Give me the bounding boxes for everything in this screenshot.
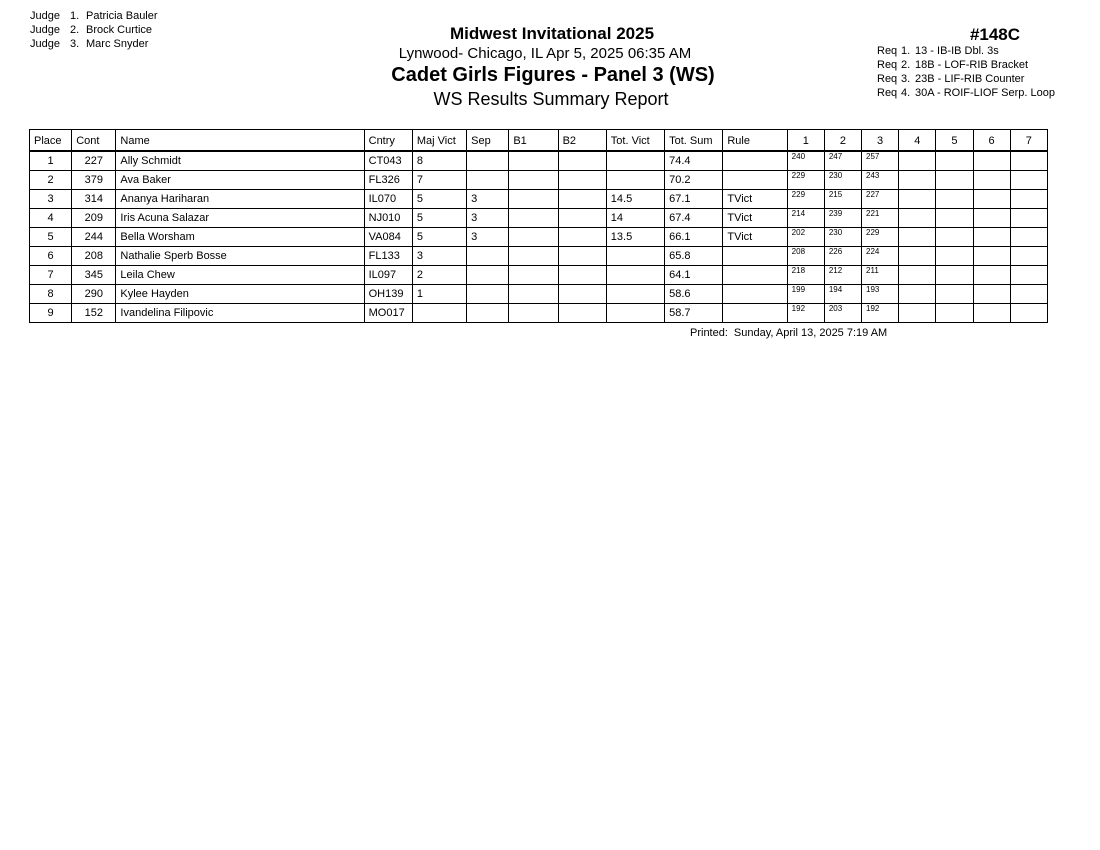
column-header-place: Place bbox=[30, 130, 72, 152]
judge-label: Judge bbox=[30, 10, 60, 22]
cont-cell: 227 bbox=[72, 151, 116, 171]
cntry-cell: VA084 bbox=[364, 228, 412, 247]
judge-5-score bbox=[936, 266, 973, 285]
judge-4-score bbox=[899, 190, 936, 209]
tot-vict-cell: 13.5 bbox=[606, 228, 664, 247]
report-title: WS Results Summary Report bbox=[433, 89, 669, 109]
judge-4-score bbox=[899, 266, 936, 285]
req-number: 4. bbox=[901, 87, 911, 99]
column-header-judge-5: 5 bbox=[936, 130, 973, 152]
rule-cell bbox=[723, 171, 787, 190]
b2-cell bbox=[558, 228, 606, 247]
judge-6-score bbox=[973, 247, 1010, 266]
name-cell: Ava Baker bbox=[116, 171, 364, 190]
judge-3-score: 192 bbox=[862, 304, 899, 323]
sep-cell bbox=[467, 304, 509, 323]
competition-title: Midwest Invitational 2025 bbox=[449, 24, 655, 43]
judge-number: 3. bbox=[70, 38, 80, 50]
requirements-list bbox=[877, 44, 1055, 100]
judge-2-score: 194 bbox=[824, 285, 861, 304]
sep-cell bbox=[467, 171, 509, 190]
table-row bbox=[30, 151, 1048, 171]
column-header-maj-vict: Maj Vict bbox=[412, 130, 466, 152]
judge-1-score: 214 bbox=[787, 209, 824, 228]
column-header-judge-4: 4 bbox=[899, 130, 936, 152]
judge-7-score bbox=[1010, 209, 1047, 228]
tot-sum-cell: 66.1 bbox=[665, 228, 723, 247]
judge-6-score bbox=[973, 266, 1010, 285]
b1-cell bbox=[509, 190, 558, 209]
judge-1-score: 229 bbox=[787, 190, 824, 209]
b1-cell bbox=[509, 285, 558, 304]
judge-6-score bbox=[973, 151, 1010, 171]
judge-5-score bbox=[936, 190, 973, 209]
judge-1-score: 202 bbox=[787, 228, 824, 247]
sep-cell bbox=[467, 247, 509, 266]
judge-5-score bbox=[936, 209, 973, 228]
rule-cell bbox=[723, 247, 787, 266]
b1-cell bbox=[509, 304, 558, 323]
judge-6-score bbox=[973, 228, 1010, 247]
judge-2-score: 247 bbox=[824, 151, 861, 171]
printed-footer bbox=[690, 327, 887, 339]
judge-6-score bbox=[973, 171, 1010, 190]
req-text: 18B - LOF-RIB Bracket bbox=[915, 59, 1029, 71]
req-label: Req bbox=[877, 45, 898, 57]
judge-name: Brock Curtice bbox=[86, 24, 153, 36]
judge-5-score bbox=[936, 171, 973, 190]
req-text: 13 - IB-IB Dbl. 3s bbox=[915, 45, 999, 57]
maj-vict-cell: 5 bbox=[412, 209, 466, 228]
judge-5-score bbox=[936, 304, 973, 323]
place-cell: 1 bbox=[30, 151, 72, 171]
maj-vict-cell: 8 bbox=[412, 151, 466, 171]
name-cell: Ananya Hariharan bbox=[116, 190, 364, 209]
name-cell: Bella Worsham bbox=[116, 228, 364, 247]
sep-cell bbox=[467, 151, 509, 171]
name-cell: Leila Chew bbox=[116, 266, 364, 285]
b1-cell bbox=[509, 209, 558, 228]
b1-cell bbox=[509, 247, 558, 266]
judge-number: 1. bbox=[70, 10, 80, 22]
event-number: #148C bbox=[969, 25, 1021, 44]
judge-5-score bbox=[936, 228, 973, 247]
requirement-row bbox=[877, 72, 1055, 86]
judge-2-score: 230 bbox=[824, 228, 861, 247]
cntry-cell: OH139 bbox=[364, 285, 412, 304]
cntry-cell: FL133 bbox=[364, 247, 412, 266]
tot-sum-cell: 70.2 bbox=[665, 171, 723, 190]
judge-7-score bbox=[1010, 247, 1047, 266]
column-header-judge-3: 3 bbox=[862, 130, 899, 152]
tot-vict-cell bbox=[606, 171, 664, 190]
judge-3-score: 221 bbox=[862, 209, 899, 228]
column-header-judge-1: 1 bbox=[787, 130, 824, 152]
judge-7-score bbox=[1010, 190, 1047, 209]
req-label: Req bbox=[877, 87, 898, 99]
req-text: 30A - ROIF-LIOF Serp. Loop bbox=[915, 87, 1056, 99]
req-number: 1. bbox=[901, 45, 911, 57]
printed-label: Printed: bbox=[690, 327, 728, 339]
judge-name: Patricia Bauler bbox=[86, 10, 158, 22]
judge-1-score: 199 bbox=[787, 285, 824, 304]
cntry-cell: FL326 bbox=[364, 171, 412, 190]
place-cell: 4 bbox=[30, 209, 72, 228]
column-header-b1: B1 bbox=[509, 130, 558, 152]
judge-4-score bbox=[899, 171, 936, 190]
cntry-cell: NJ010 bbox=[364, 209, 412, 228]
column-header-sep: Sep bbox=[467, 130, 509, 152]
tot-vict-cell bbox=[606, 285, 664, 304]
judge-2-score: 230 bbox=[824, 171, 861, 190]
b2-cell bbox=[558, 171, 606, 190]
table-row bbox=[30, 266, 1048, 285]
column-header-cntry: Cntry bbox=[364, 130, 412, 152]
tot-sum-cell: 58.7 bbox=[665, 304, 723, 323]
judge-row bbox=[30, 9, 158, 23]
b2-cell bbox=[558, 304, 606, 323]
column-header-judge-7: 7 bbox=[1010, 130, 1047, 152]
judge-2-score: 239 bbox=[824, 209, 861, 228]
judge-2-score: 215 bbox=[824, 190, 861, 209]
judge-4-score bbox=[899, 304, 936, 323]
sep-cell: 3 bbox=[467, 228, 509, 247]
maj-vict-cell: 7 bbox=[412, 171, 466, 190]
cont-cell: 152 bbox=[72, 304, 116, 323]
column-header-name: Name bbox=[116, 130, 364, 152]
cont-cell: 345 bbox=[72, 266, 116, 285]
results-body bbox=[30, 151, 1048, 323]
results-table bbox=[29, 129, 1048, 323]
judge-label: Judge bbox=[30, 24, 60, 36]
tot-sum-cell: 67.1 bbox=[665, 190, 723, 209]
judge-6-score bbox=[973, 304, 1010, 323]
place-cell: 8 bbox=[30, 285, 72, 304]
judge-label: Judge bbox=[30, 38, 60, 50]
cont-cell: 208 bbox=[72, 247, 116, 266]
place-cell: 2 bbox=[30, 171, 72, 190]
judge-3-score: 257 bbox=[862, 151, 899, 171]
maj-vict-cell bbox=[412, 304, 466, 323]
sep-cell: 3 bbox=[467, 209, 509, 228]
table-row bbox=[30, 190, 1048, 209]
b1-cell bbox=[509, 266, 558, 285]
maj-vict-cell: 3 bbox=[412, 247, 466, 266]
judge-3-score: 229 bbox=[862, 228, 899, 247]
maj-vict-cell: 5 bbox=[412, 190, 466, 209]
column-header-judge-2: 2 bbox=[824, 130, 861, 152]
cont-cell: 290 bbox=[72, 285, 116, 304]
b2-cell bbox=[558, 266, 606, 285]
judge-name: Marc Snyder bbox=[86, 38, 149, 50]
judge-1-score: 229 bbox=[787, 171, 824, 190]
tot-vict-cell bbox=[606, 304, 664, 323]
table-row bbox=[30, 209, 1048, 228]
judge-7-score bbox=[1010, 285, 1047, 304]
place-cell: 5 bbox=[30, 228, 72, 247]
table-header-row bbox=[30, 130, 1048, 152]
judge-3-score: 211 bbox=[862, 266, 899, 285]
cont-cell: 209 bbox=[72, 209, 116, 228]
b2-cell bbox=[558, 209, 606, 228]
cntry-cell: IL097 bbox=[364, 266, 412, 285]
table-row bbox=[30, 247, 1048, 266]
judge-1-score: 192 bbox=[787, 304, 824, 323]
tot-vict-cell: 14.5 bbox=[606, 190, 664, 209]
place-cell: 7 bbox=[30, 266, 72, 285]
cont-cell: 314 bbox=[72, 190, 116, 209]
column-header-cont: Cont bbox=[72, 130, 116, 152]
rule-cell: TVict bbox=[723, 209, 787, 228]
judge-3-score: 224 bbox=[862, 247, 899, 266]
cont-cell: 244 bbox=[72, 228, 116, 247]
b2-cell bbox=[558, 285, 606, 304]
maj-vict-cell: 5 bbox=[412, 228, 466, 247]
b1-cell bbox=[509, 228, 558, 247]
tot-sum-cell: 65.8 bbox=[665, 247, 723, 266]
req-label: Req bbox=[877, 59, 898, 71]
rule-cell bbox=[723, 151, 787, 171]
judge-1-score: 240 bbox=[787, 151, 824, 171]
judge-4-score bbox=[899, 209, 936, 228]
sep-cell: 3 bbox=[467, 190, 509, 209]
name-cell: Iris Acuna Salazar bbox=[116, 209, 364, 228]
tot-vict-cell: 14 bbox=[606, 209, 664, 228]
cntry-cell: MO017 bbox=[364, 304, 412, 323]
judge-2-score: 203 bbox=[824, 304, 861, 323]
judge-6-score bbox=[973, 190, 1010, 209]
column-header-judge-6: 6 bbox=[973, 130, 1010, 152]
judge-1-score: 208 bbox=[787, 247, 824, 266]
name-cell: Nathalie Sperb Bosse bbox=[116, 247, 364, 266]
table-row bbox=[30, 304, 1048, 323]
tot-sum-cell: 64.1 bbox=[665, 266, 723, 285]
req-number: 3. bbox=[901, 73, 911, 85]
judge-2-score: 212 bbox=[824, 266, 861, 285]
rule-cell bbox=[723, 304, 787, 323]
location-date: Lynwood- Chicago, IL Apr 5, 2025 06:35 AM bbox=[398, 45, 692, 62]
sep-cell bbox=[467, 285, 509, 304]
event-title: Cadet Girls Figures - Panel 3 (WS) bbox=[391, 64, 715, 86]
cntry-cell: IL070 bbox=[364, 190, 412, 209]
req-text: 23B - LIF-RIB Counter bbox=[915, 73, 1025, 85]
cont-cell: 379 bbox=[72, 171, 116, 190]
place-cell: 9 bbox=[30, 304, 72, 323]
column-header-tot-sum: Tot. Sum bbox=[665, 130, 723, 152]
judge-3-score: 243 bbox=[862, 171, 899, 190]
judge-number: 2. bbox=[70, 24, 80, 36]
judge-7-score bbox=[1010, 228, 1047, 247]
maj-vict-cell: 1 bbox=[412, 285, 466, 304]
requirement-row bbox=[877, 86, 1055, 100]
judge-4-score bbox=[899, 247, 936, 266]
req-number: 2. bbox=[901, 59, 911, 71]
maj-vict-cell: 2 bbox=[412, 266, 466, 285]
tot-sum-cell: 58.6 bbox=[665, 285, 723, 304]
judge-4-score bbox=[899, 285, 936, 304]
name-cell: Ally Schmidt bbox=[116, 151, 364, 171]
judge-1-score: 218 bbox=[787, 266, 824, 285]
column-header-rule: Rule bbox=[723, 130, 787, 152]
b1-cell bbox=[509, 151, 558, 171]
rule-cell bbox=[723, 285, 787, 304]
tot-vict-cell bbox=[606, 151, 664, 171]
b2-cell bbox=[558, 190, 606, 209]
table-row bbox=[30, 285, 1048, 304]
rule-cell: TVict bbox=[723, 228, 787, 247]
cntry-cell: CT043 bbox=[364, 151, 412, 171]
judge-4-score bbox=[899, 228, 936, 247]
table-row bbox=[30, 228, 1048, 247]
judge-5-score bbox=[936, 285, 973, 304]
column-header-b2: B2 bbox=[558, 130, 606, 152]
judge-7-score bbox=[1010, 304, 1047, 323]
tot-vict-cell bbox=[606, 247, 664, 266]
judge-7-score bbox=[1010, 171, 1047, 190]
req-label: Req bbox=[877, 73, 898, 85]
rule-cell: TVict bbox=[723, 190, 787, 209]
place-cell: 3 bbox=[30, 190, 72, 209]
judge-6-score bbox=[973, 285, 1010, 304]
judge-3-score: 193 bbox=[862, 285, 899, 304]
sep-cell bbox=[467, 266, 509, 285]
judge-3-score: 227 bbox=[862, 190, 899, 209]
rule-cell bbox=[723, 266, 787, 285]
judge-5-score bbox=[936, 247, 973, 266]
name-cell: Ivandelina Filipovic bbox=[116, 304, 364, 323]
judge-2-score: 226 bbox=[824, 247, 861, 266]
column-header-tot-vict: Tot. Vict bbox=[606, 130, 664, 152]
tot-sum-cell: 74.4 bbox=[665, 151, 723, 171]
judge-6-score bbox=[973, 209, 1010, 228]
name-cell: Kylee Hayden bbox=[116, 285, 364, 304]
b1-cell bbox=[509, 171, 558, 190]
tot-sum-cell: 67.4 bbox=[665, 209, 723, 228]
tot-vict-cell bbox=[606, 266, 664, 285]
table-row bbox=[30, 171, 1048, 190]
requirement-row bbox=[877, 44, 1055, 58]
b2-cell bbox=[558, 151, 606, 171]
judge-7-score bbox=[1010, 151, 1047, 171]
judge-4-score bbox=[899, 151, 936, 171]
judge-5-score bbox=[936, 151, 973, 171]
judge-7-score bbox=[1010, 266, 1047, 285]
requirement-row bbox=[877, 58, 1055, 72]
printed-date: Sunday, April 13, 2025 7:19 AM bbox=[733, 327, 888, 339]
b2-cell bbox=[558, 247, 606, 266]
place-cell: 6 bbox=[30, 247, 72, 266]
